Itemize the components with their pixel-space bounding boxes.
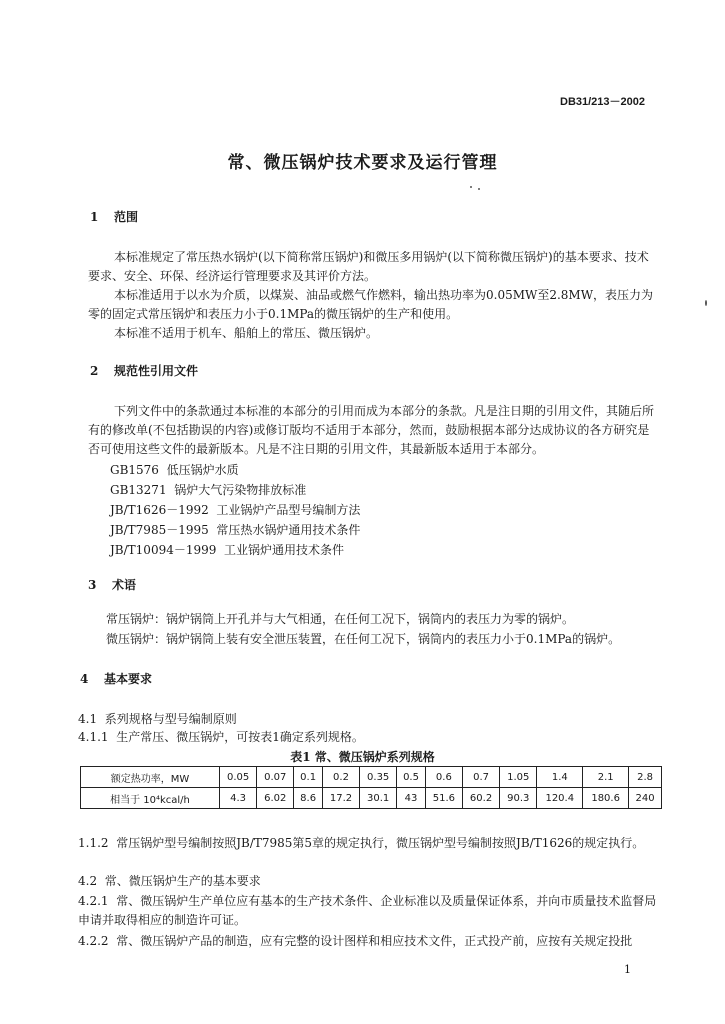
table-cell: 0.7 [462, 767, 499, 788]
page-number: 1 [624, 963, 631, 976]
table-cell: 0.5 [397, 767, 426, 788]
section-3-heading [88, 576, 136, 593]
subsection-text: 常、微压锅炉生产的基本要求 [104, 874, 261, 888]
subsection-number: 4.2.1 [78, 894, 109, 908]
reference-code: GB1576 [110, 463, 159, 477]
scan-speck [470, 186, 472, 188]
table-cell: 180.6 [583, 788, 629, 809]
subsection-4-2-2 [78, 932, 658, 951]
subsection-text: 常、微压锅炉生产单位应有基本的生产技术条件、企业标准以及质量保证体系，并向市质量技术监督局申请并取得相应的制造许可证。 [78, 894, 657, 927]
table-cell: 17.2 [322, 788, 359, 809]
reference-code: GB13271 [110, 483, 167, 497]
subsection-4-1-1 [78, 728, 364, 745]
reference-code: JB/T10094－1999 [110, 543, 217, 557]
section-number: 2 [90, 364, 99, 378]
table-cell: 0.07 [257, 767, 294, 788]
subsection-number: 4.1 [78, 712, 98, 726]
row-header: 相当于 10⁴kcal/h [81, 788, 220, 809]
subsection-text: 常、微压锅炉产品的制造，应有完整的设计图样和相应技术文件，正式投产前，应按有关规定投批 [116, 934, 633, 948]
reference-code: JB/T1626－1992 [110, 503, 209, 517]
section-1-heading [90, 208, 138, 225]
reference-name: 低压锅炉水质 [166, 463, 239, 477]
table-cell: 6.02 [257, 788, 294, 809]
table-cell: 43 [397, 788, 426, 809]
section-title: 范围 [114, 210, 139, 224]
reference-item [110, 481, 306, 498]
table-cell: 60.2 [462, 788, 499, 809]
term-micro-pressure-boiler: 微压锅炉：锅炉锅筒上装有安全泄压装置，在任何工况下，锅筒内的表压力小于0.1MPa的锅炉。 [106, 632, 621, 646]
reference-name: 工业锅炉产品型号编制方法 [216, 503, 361, 517]
table-cell: 1.05 [500, 767, 537, 788]
table-cell: 8.6 [294, 788, 323, 809]
reference-name: 常压热水锅炉通用技术条件 [216, 523, 361, 537]
table-row-equivalent [81, 788, 662, 809]
normative-refs-intro: 下列文件中的条款通过本标准的本部分的引用而成为本部分的条款。凡是注日期的引用文件，其随后所有的修改单(不包括勘误的内容)或修订版均不适用于本部分，然而，鼓励根据本部分达成协议的各方研究是否可使用这些文件的最新版本。凡是不注日期的引用文件，其最新版本适用于本部分。 [88, 404, 655, 456]
subsection-text: 常压锅炉型号编制按照JB/T7985第5章的规定执行，微压锅炉型号编制按照JB/T1626的规定执行。 [116, 836, 645, 850]
reference-name: 工业锅炉通用技术条件 [224, 543, 345, 557]
table-cell: 4.3 [220, 788, 257, 809]
reference-code: JB/T7985－1995 [110, 523, 209, 537]
table-cell: 0.2 [322, 767, 359, 788]
table-cell: 2.1 [583, 767, 629, 788]
subsection-number: 4.2 [78, 874, 98, 888]
reference-item [110, 461, 239, 478]
table-caption: 表1 常、微压锅炉系列规格 [290, 750, 435, 764]
section-title: 基本要求 [104, 672, 153, 686]
scope-paragraph-3: 本标准不适用于机车、船舶上的常压、微压锅炉。 [114, 326, 379, 340]
reference-item [110, 541, 344, 558]
table-cell: 240 [629, 788, 662, 809]
section-number: 1 [90, 210, 99, 224]
section-title: 规范性引用文件 [114, 364, 199, 378]
document-title: 常、微压锅炉技术要求及运行管理 [227, 153, 498, 173]
section-4-heading [80, 670, 152, 687]
subsection-4-2 [78, 872, 261, 889]
table-cell: 2.8 [629, 767, 662, 788]
subsection-number: 1.1.2 [78, 836, 109, 850]
table-cell: 0.35 [360, 767, 397, 788]
table-cell: 0.05 [220, 767, 257, 788]
subsection-1-1-2 [78, 834, 658, 853]
reference-item [110, 521, 360, 538]
table-cell: 51.6 [425, 788, 462, 809]
section-number: 3 [88, 578, 97, 592]
section-title: 术语 [112, 578, 137, 592]
table-cell: 0.1 [294, 767, 323, 788]
subsection-number: 4.2.2 [78, 934, 109, 948]
subsection-text: 生产常压、微压锅炉，可按表1确定系列规格。 [116, 730, 364, 744]
standard-code: DB31/213－2002 [560, 96, 646, 108]
table-cell: 90.3 [500, 788, 537, 809]
section-2-heading [90, 362, 198, 379]
term-normal-pressure-boiler: 常压锅炉：锅炉锅筒上开孔并与大气相通，在任何工况下，锅筒内的表压力为零的锅炉。 [106, 612, 575, 626]
scan-speck [478, 188, 480, 190]
reference-item [110, 501, 360, 518]
row-header: 额定热功率，MW [81, 767, 220, 788]
subsection-text: 系列规格与型号编制原则 [104, 712, 237, 726]
table-cell: 0.6 [425, 767, 462, 788]
table-row-rated-power [81, 767, 662, 788]
scan-speck [705, 300, 707, 306]
boiler-spec-table [80, 766, 662, 809]
table-cell: 120.4 [537, 788, 583, 809]
reference-name: 锅炉大气污染物排放标准 [174, 483, 307, 497]
scope-paragraph-2: 本标准适用于以水为介质，以煤炭、油品或燃气作燃料，输出热功率为0.05MW至2.8MW，表压力为零的固定式常压锅炉和表压力小于0.1MPa的微压锅炉的生产和使用。 [88, 288, 654, 321]
table-cell: 30.1 [360, 788, 397, 809]
table-cell: 1.4 [537, 767, 583, 788]
subsection-number: 4.1.1 [78, 730, 109, 744]
scope-paragraph-1: 本标准规定了常压热水锅炉(以下简称常压锅炉)和微压多用锅炉(以下简称微压锅炉)的基本要求、技术要求、安全、环保、经济运行管理要求及其评价方法。 [88, 250, 649, 283]
section-number: 4 [80, 672, 89, 686]
subsection-4-2-1 [78, 892, 658, 930]
subsection-4-1 [78, 710, 237, 727]
